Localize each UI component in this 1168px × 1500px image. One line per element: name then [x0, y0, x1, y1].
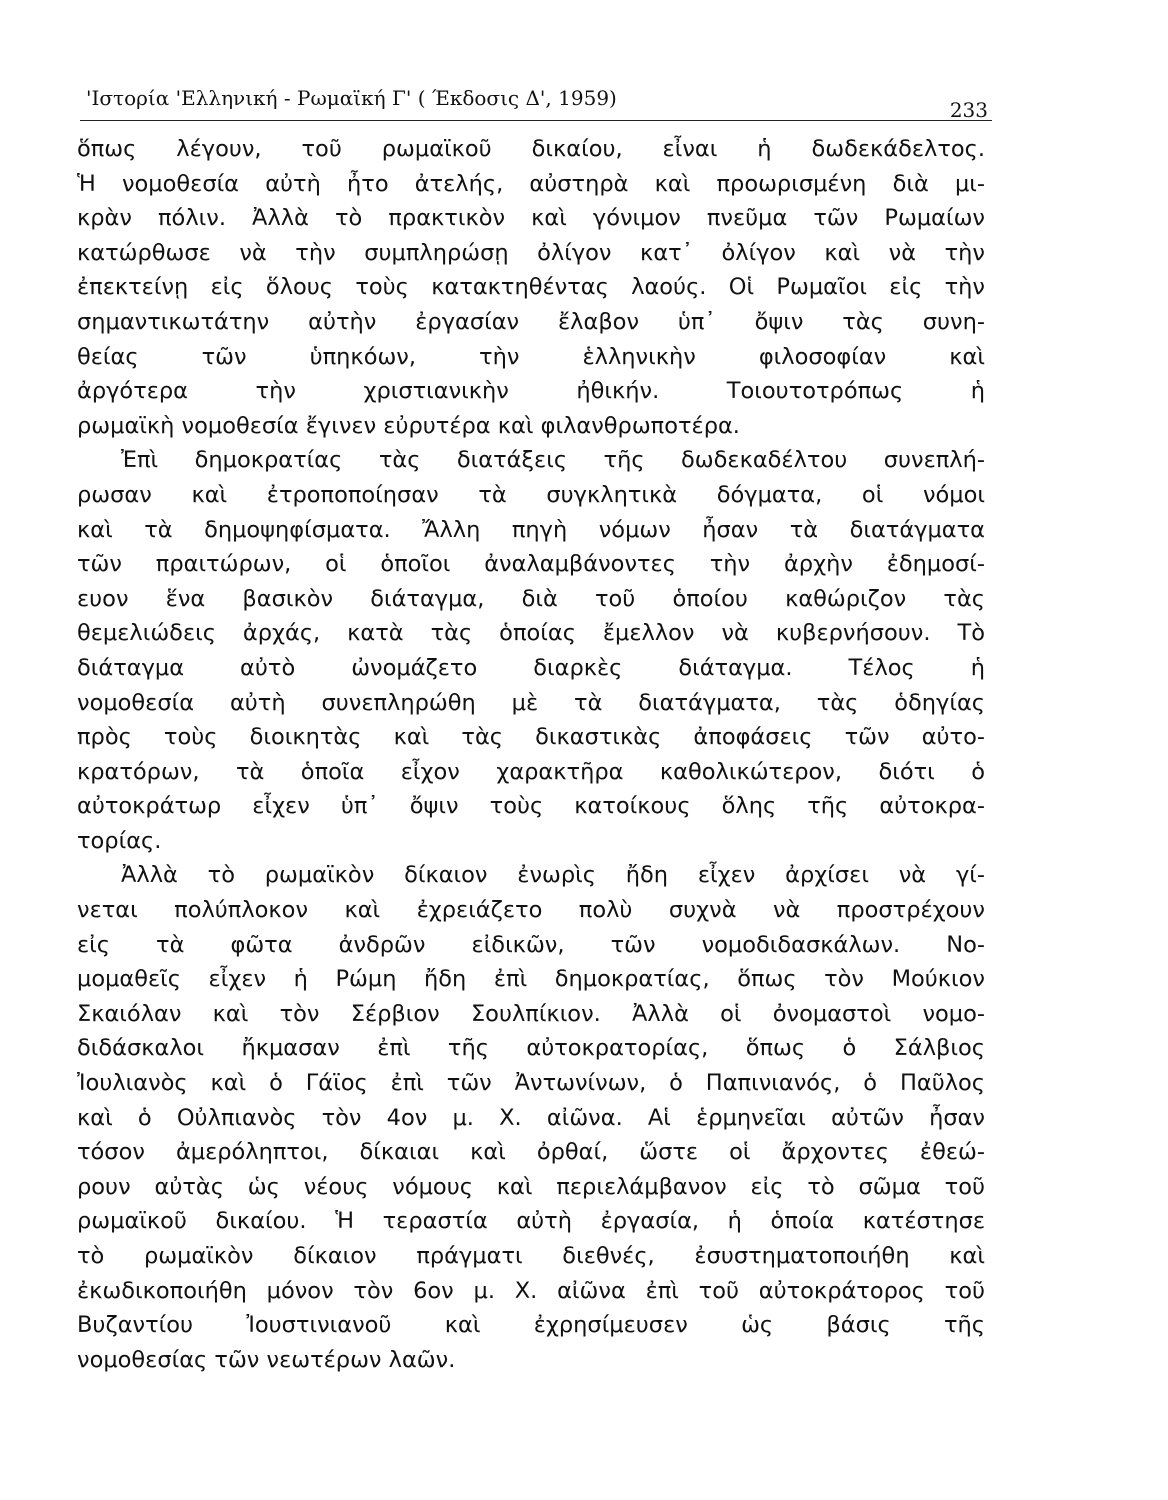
text-line: Ἰουλιανὸς καὶ ὁ Γάϊος ἐπὶ τῶν Ἀντωνίνων, ὁ Παπινιανός, ὁ Παῦλος	[77, 1070, 985, 1097]
text-line: αὐτοκράτωρ εἶχεν ὑπ᾿ ὄψιν τοὺς κατοίκους ὅλης τῆς αὐτοκρα-	[77, 793, 985, 820]
text-line: καὶ τὰ δημοψηφίσματα. Ἄλλη πηγὴ νόμων ἦσαν τὰ διατάγματα	[77, 516, 985, 543]
text-line: διδάσκαλοι ἤκμασαν ἐπὶ τῆς αὐτοκρατορίας, ὅπως ὁ Σάλβιος	[77, 1035, 985, 1062]
text-line: τῶν πραιτώρων, οἱ ὁποῖοι ἀναλαμβάνοντες τὴν ἀρχὴν ἐδημοσί-	[77, 551, 985, 578]
page-number: 233	[949, 98, 988, 122]
text-line: ρουν αὐτὰς ὡς νέους νόμους καὶ περιελάμβανον εἰς τὸ σῶμα τοῦ	[77, 1173, 985, 1200]
text-line: νεται πολύπλοκον καὶ ἐχρειάζετο πολὺ συχνὰ νὰ προστρέχουν	[77, 897, 985, 924]
text-line: ρωσαν καὶ ἐτροποποίησαν τὰ συγκλητικὰ δόγματα, οἱ νόμοι	[77, 481, 985, 508]
text-line: Σκαιόλαν καὶ τὸν Σέρβιον Σουλπίκιον. Ἀλλὰ οἱ ὀνομαστοὶ νομο-	[77, 1000, 985, 1027]
text-line: τορίας.	[77, 827, 162, 854]
text-line: θείας τῶν ὑπηκόων, τὴν ἑλληνικὴν φιλοσοφίαν καὶ	[77, 343, 985, 370]
text-line: τόσον ἀμερόληπτοι, δίκαιαι καὶ ὀρθαί, ὥστε οἱ ἄρχοντες ἐθεώ-	[77, 1139, 985, 1166]
text-line: θεμελιώδεις ἀρχάς, κατὰ τὰς ὁποίας ἔμελλον νὰ κυβερνήσουν. Τὸ	[77, 620, 985, 647]
text-line: νομοθεσίας τῶν νεωτέρων λαῶν.	[77, 1346, 456, 1373]
page-header	[86, 78, 990, 122]
text-line: Βυζαντίου Ἰουστινιανοῦ καὶ ἐχρησίμευσεν ὡς βάσις τῆς	[77, 1312, 985, 1339]
text-line: πρὸς τοὺς διοικητὰς καὶ τὰς δικαστικὰς ἀποφάσεις τῶν αὐτο-	[77, 724, 985, 751]
text-line: ἀργότερα τὴν χριστιανικὴν ἠθικήν. Τοιουτοτρόπως ἡ	[77, 378, 985, 405]
text-line: τὸ ρωμαϊκὸν δίκαιον πράγματι διεθνές, ἐσυστηματοποιήθη καὶ	[77, 1243, 985, 1269]
text-line: Ἀλλὰ τὸ ρωμαϊκὸν δίκαιον ἐνωρὶς ἤδη εἶχεν ἀρχίσει νὰ γί-	[121, 862, 985, 889]
text-line: Ἐπὶ δημοκρατίας τὰς διατάξεις τῆς δωδεκαδέλτου συνεπλή-	[121, 447, 985, 474]
text-line: διάταγμα αὐτὸ ὠνομάζετο διαρκὲς διάταγμα. Τέλος ἡ	[77, 654, 985, 681]
text-line: ρωμαϊκοῦ δικαίου. Ἡ τεραστία αὐτὴ ἐργασία, ἡ ὁποία κατέστησε	[77, 1208, 985, 1235]
text-line: εἰς τὰ φῶτα ἀνδρῶν εἰδικῶν, τῶν νομοδιδασκάλων. Νο-	[77, 931, 985, 958]
text-line: ὅπως λέγουν, τοῦ ρωμαϊκοῦ δικαίου, εἶναι ἡ δωδεκάδελτος.	[77, 136, 985, 162]
text-line: νομοθεσία αὐτὴ συνεπληρώθη μὲ τὰ διατάγματα, τὰς ὁδηγίας	[77, 689, 985, 716]
text-line: κατώρθωσε νὰ τὴν συμπληρώσῃ ὀλίγον κατ᾿ ὀλίγον καὶ νὰ τὴν	[77, 239, 985, 266]
text-line: σημαντικωτάτην αὐτὴν ἐργασίαν ἔλαβον ὑπ᾿ ὄψιν τὰς συνη-	[77, 308, 985, 335]
body-text	[77, 132, 985, 1377]
text-line: κρὰν πόλιν. Ἀλλὰ τὸ πρακτικὸν καὶ γόνιμον πνεῦμα τῶν Ρωμαίων	[77, 205, 985, 232]
text-line: ἐκωδικοποιήθη μόνον τὸν 6ον μ. Χ. αἰῶνα ἐπὶ τοῦ αὐτοκράτορος τοῦ	[77, 1277, 985, 1304]
text-line: καὶ ὁ Οὐλπιανὸς τὸν 4ον μ. Χ. αἰῶνα. Αἱ ἑρμηνεῖαι αὐτῶν ἦσαν	[77, 1104, 985, 1131]
text-line: κρατόρων, τὰ ὁποῖα εἶχον χαρακτῆρα καθολικώτερον, διότι ὁ	[77, 758, 985, 785]
text-line: ευον ἕνα βασικὸν διάταγμα, διὰ τοῦ ὁποίου καθώριζον τὰς	[77, 585, 985, 612]
running-title: 'Ιστορία 'Ελληνική - Ρωμαϊκή Γ' ( Έκδοσις Δ', 1959)	[86, 86, 617, 110]
header-rule	[80, 120, 992, 121]
text-line: ρωμαϊκὴ νομοθεσία ἔγινεν εὐρυτέρα καὶ φιλανθρωποτέρα.	[77, 412, 740, 439]
text-line: ἐπεκτείνῃ εἰς ὅλους τοὺς κατακτηθέντας λαούς. Οἱ Ρωμαῖοι εἰς τὴν	[77, 274, 985, 301]
text-line: Ἡ νομοθεσία αὐτὴ ἦτο ἀτελής, αὐστηρὰ καὶ προωρισμένη διὰ μι-	[77, 170, 985, 197]
text-line: μομαθεῖς εἶχεν ἡ Ρώμη ἤδη ἐπὶ δημοκρατίας, ὅπως τὸν Μούκιον	[77, 966, 985, 993]
